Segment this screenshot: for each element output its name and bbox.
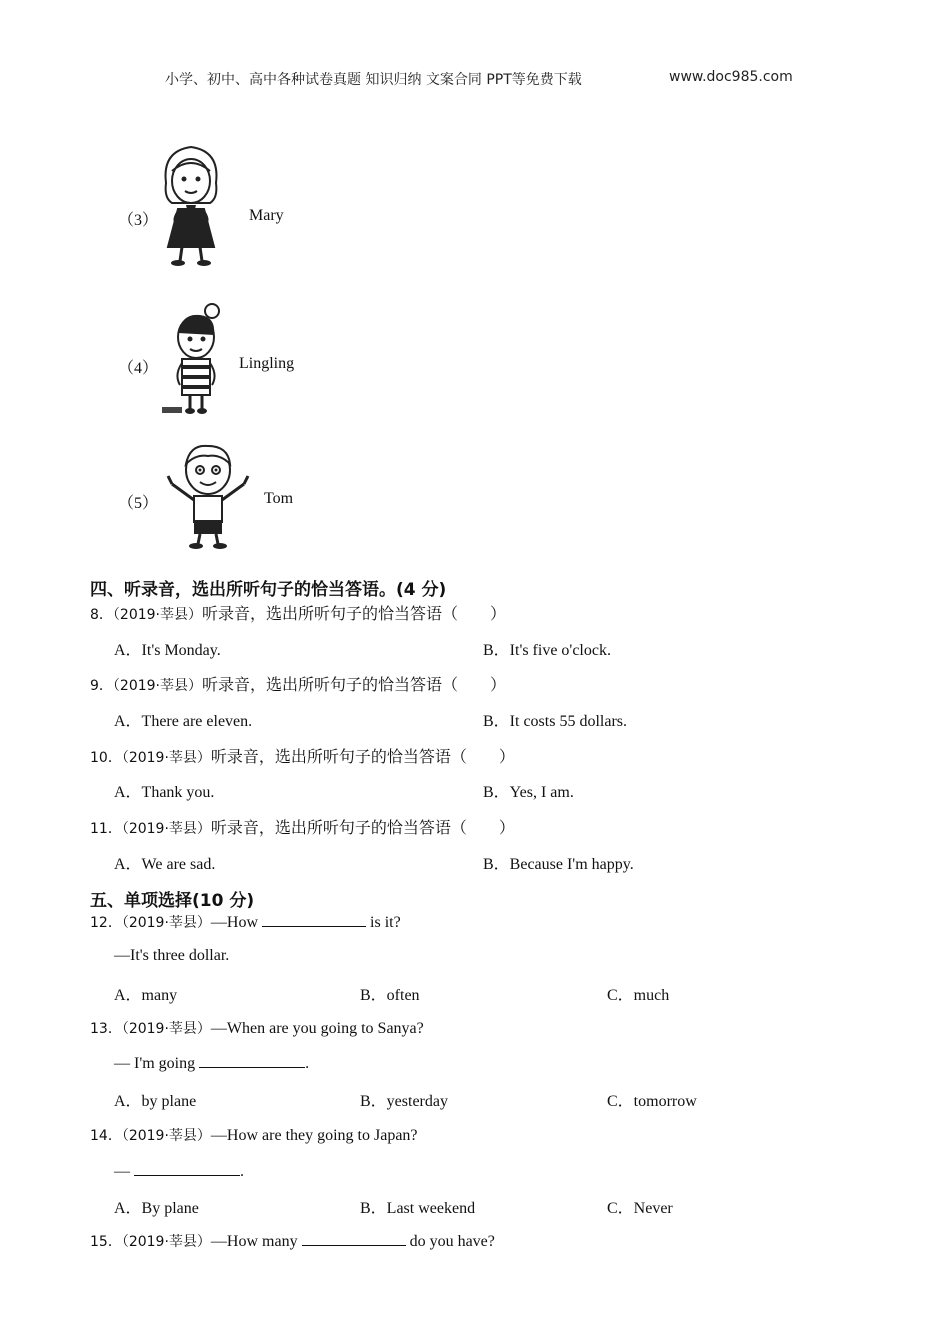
girl-mary-icon <box>158 143 224 267</box>
question-text: — <box>114 1163 130 1180</box>
option-b[interactable]: B．It's five o'clock. <box>483 642 611 659</box>
picture-number: （4） <box>118 360 159 377</box>
question-source: （2019·莘县） <box>121 821 211 837</box>
question-text: 听录音，选出所听句子的恰当答语（ ） <box>202 677 507 694</box>
option-a[interactable]: A．There are eleven. <box>114 713 253 730</box>
option-b[interactable]: B．Because I'm happy. <box>483 856 634 873</box>
option-a[interactable]: A．many <box>114 987 178 1004</box>
question <box>90 601 506 624</box>
answer-blank[interactable] <box>262 912 366 927</box>
picture-name: Mary <box>249 207 284 224</box>
question-line: —It's three dollar. <box>114 947 230 964</box>
answer-blank[interactable] <box>199 1053 305 1068</box>
question-text: — I'm going <box>114 1055 196 1072</box>
header-text: 小学、初中、高中各种试卷真题 知识归纳 文案合同 PPT等免费下载 <box>165 72 582 88</box>
question <box>90 815 515 838</box>
question <box>90 1018 424 1038</box>
question-text: . <box>305 1055 310 1072</box>
option-a[interactable]: A．by plane <box>114 1093 197 1110</box>
question-text: . <box>240 1163 244 1180</box>
option-b[interactable]: B．yesterday <box>360 1093 448 1110</box>
question-text: —How <box>210 914 259 931</box>
question <box>90 1125 418 1145</box>
question-source: （2019·莘县） <box>121 1128 211 1144</box>
option-b[interactable]: B．Yes, I am. <box>483 784 574 801</box>
question-source: （2019·莘县） <box>121 750 211 766</box>
option-c[interactable]: C．Never <box>607 1200 673 1217</box>
question <box>90 672 506 695</box>
girl-lingling-icon <box>160 303 230 419</box>
option-c[interactable]: C．much <box>607 987 670 1004</box>
question-number: 15． <box>90 1234 122 1250</box>
question-source: （2019·莘县） <box>121 1234 211 1250</box>
section-title: 五、单项选择(10 分) <box>90 891 255 911</box>
question-text: —When are you going to Sanya? <box>210 1020 424 1037</box>
question-text: —How are they going to Japan? <box>210 1127 418 1144</box>
question <box>90 912 401 932</box>
option-b[interactable]: B．It costs 55 dollars. <box>483 713 627 730</box>
option-c[interactable]: C．tomorrow <box>607 1093 697 1110</box>
question-number: 8． <box>90 607 113 623</box>
question-number: 9． <box>90 678 113 694</box>
question-source: （2019·莘县） <box>112 607 203 623</box>
question-number: 14． <box>90 1128 122 1144</box>
answer-blank[interactable] <box>134 1161 240 1176</box>
question-source: （2019·莘县） <box>121 1021 211 1037</box>
question-line <box>114 1053 309 1073</box>
picture-number: （5） <box>118 495 159 512</box>
question-source: （2019·莘县） <box>121 915 211 931</box>
question-number: 11． <box>90 821 122 837</box>
option-a[interactable]: A．It's Monday. <box>114 642 221 659</box>
option-b[interactable]: B．Last weekend <box>360 1200 476 1217</box>
question-number: 10． <box>90 750 122 766</box>
picture-number: （3） <box>118 212 159 229</box>
option-a[interactable]: A．By plane <box>114 1200 199 1217</box>
question-number: 12． <box>90 915 122 931</box>
question-text: 听录音，选出所听句子的恰当答语（ ） <box>210 749 515 766</box>
question-line <box>114 1161 244 1181</box>
question <box>90 1231 495 1251</box>
option-a[interactable]: A．We are sad. <box>114 856 216 873</box>
option-a[interactable]: A．Thank you. <box>114 784 215 801</box>
question-source: （2019·莘县） <box>112 678 203 694</box>
header-site: www.doc985.com <box>669 69 793 85</box>
question <box>90 744 515 767</box>
answer-blank[interactable] <box>302 1231 406 1246</box>
question-text: 听录音，选出所听句子的恰当答语（ ） <box>202 606 507 623</box>
question-text: —How many <box>210 1233 298 1250</box>
question-number: 13． <box>90 1021 122 1037</box>
picture-name: Lingling <box>239 355 295 372</box>
option-b[interactable]: B．often <box>360 987 420 1004</box>
section-title: 四、听录音，选出所听句子的恰当答语。(4 分) <box>90 580 447 600</box>
question-text: is it? <box>370 914 401 931</box>
boy-tom-icon <box>164 440 254 550</box>
picture-name: Tom <box>264 490 294 507</box>
question-text: do you have? <box>409 1233 495 1250</box>
question-text: 听录音，选出所听句子的恰当答语（ ） <box>210 820 515 837</box>
